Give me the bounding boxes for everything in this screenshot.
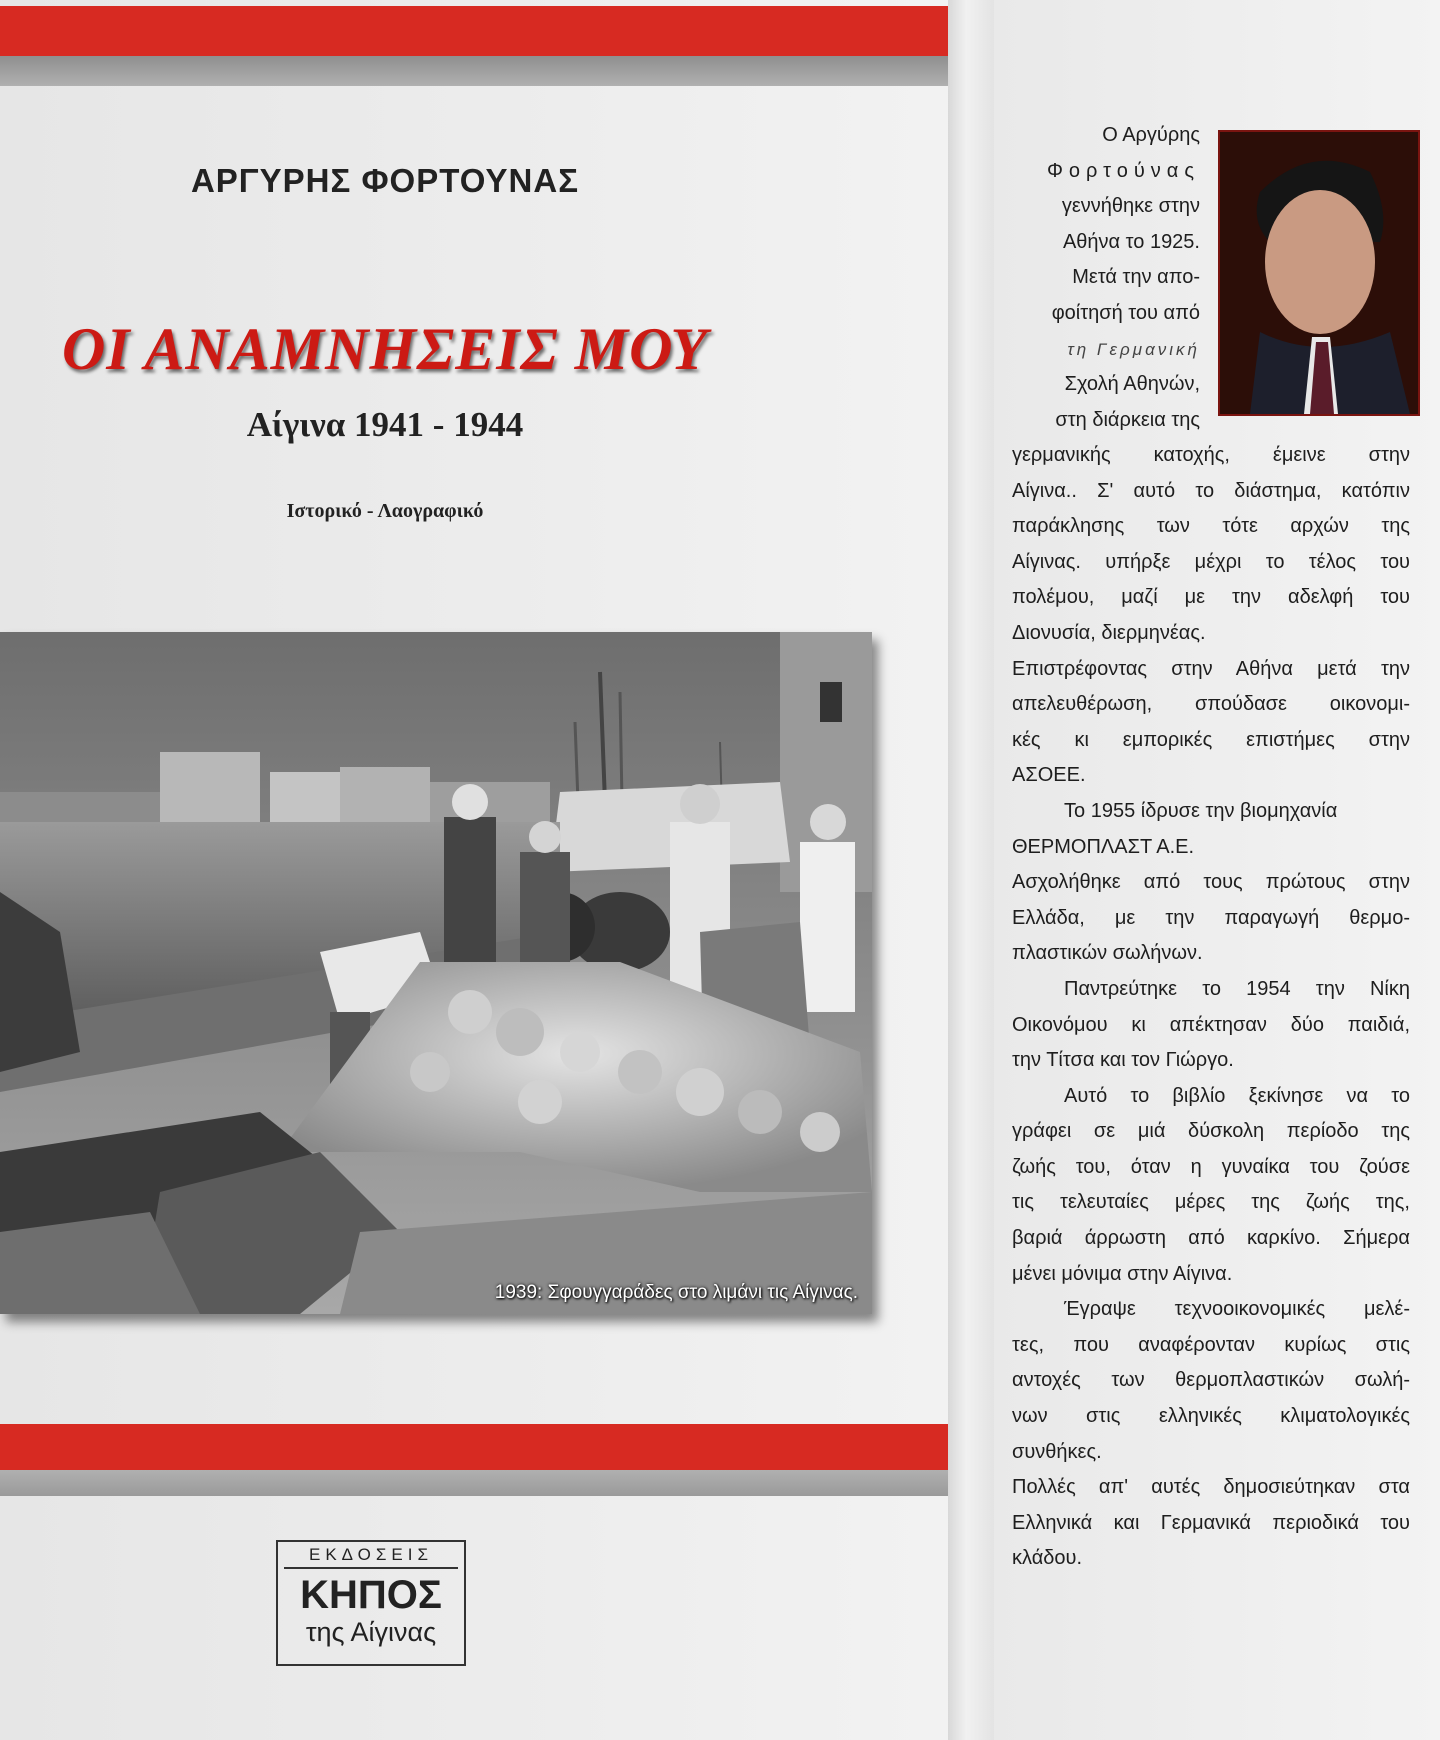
- bio-line: πολέμου, μαζί με την αδελφή του: [1012, 586, 1410, 609]
- bio-line: τις τελευταίες μέρες της ζωής της,: [1012, 1191, 1410, 1214]
- harbor-photo-illustration: [0, 632, 872, 1314]
- book-fold: [948, 0, 994, 1740]
- bio-line: νων στις ελληνικές κλιματολογικές: [1012, 1405, 1410, 1428]
- bio-line: Έγραψε τεχνοοικονομικές μελέ-: [1064, 1298, 1410, 1321]
- bio-line: γεννήθηκε στην: [1061, 195, 1200, 218]
- bio-line: στη διάρκεια της: [1055, 408, 1200, 431]
- bio-line: Πολλές απ' αυτές δημοσιεύτηκαν στα: [1012, 1476, 1410, 1499]
- bio-line: Αυτό το βιβλίο ξεκίνησε να το: [1064, 1084, 1410, 1107]
- book-subtitle: Αίγινα 1941 - 1944: [246, 405, 524, 444]
- bio-line: Φορτούνας: [1046, 159, 1200, 182]
- bio-line: Αίγινας. υπήρξε μέχρι το τέλος του: [1012, 550, 1410, 573]
- bio-line: Ελληνικά και Γερμανικά περιοδικά του: [1012, 1511, 1410, 1534]
- bio-line: Ασχολήθηκε από τους πρώτους στην: [1012, 871, 1410, 894]
- bio-line: Μετά την απο-: [1072, 266, 1200, 289]
- bio-line: τη Γερμανική: [1067, 339, 1200, 359]
- bio-line: γράφει σε μιά δύσκολη περίοδο της: [1012, 1120, 1410, 1143]
- publisher-label: ΕΚΔΟΣΕΙΣ: [284, 1542, 458, 1569]
- bio-line: Αθήνα το 1925.: [1062, 230, 1200, 253]
- bio-line: γερμανικής κατοχής, έμεινε στην: [1012, 444, 1410, 466]
- portrait-illustration: [1220, 132, 1418, 414]
- bio-line: Σχολή Αθηνών,: [1064, 373, 1200, 396]
- bio-line: Ο Αργύρης: [1102, 124, 1200, 146]
- bottom-red-band: [0, 1424, 948, 1470]
- photo-caption: 1939: Σφουγγαράδες στο λιμάνι τις Αίγινας.: [494, 1282, 858, 1303]
- bio-intro: [1012, 118, 1200, 438]
- publisher-logo: [276, 1540, 466, 1666]
- bio-line: Οικονόμου κι απέκτησαν δύο παιδιά,: [1012, 1013, 1410, 1036]
- book-title: ΟΙ ΑΝΑΜΝΗΣΕΙΣ ΜΟΥ: [61, 316, 709, 382]
- author-name: ΑΡΓΥΡΗΣ ΦΟΡΤΟΥΝΑΣ: [190, 162, 580, 199]
- bio-line: παράκλησης των τότε αρχών της: [1012, 515, 1410, 538]
- bio-line: τες, που αναφέρονταν κυρίως στις: [1012, 1333, 1410, 1356]
- bio-line: Αίγινα.. Σ' αυτό το διάστημα, κατόπιν: [1012, 479, 1410, 502]
- bio-line: ΘΕΡΜΟΠΛΑΣΤ Α.Ε.: [1012, 835, 1195, 858]
- bio-line: φοίτησή του από: [1051, 301, 1200, 324]
- bio-line: βαριά άρρωστη από καρκίνο. Σήμερα: [1012, 1227, 1410, 1250]
- bio-line: ΑΣΟΕΕ.: [1012, 764, 1086, 787]
- bio-line: πλαστικών σωλήνων.: [1012, 942, 1203, 965]
- bio-line: μένει μόνιμα στην Αίγινα.: [1012, 1262, 1233, 1285]
- bio-line: κλάδου.: [1012, 1547, 1083, 1570]
- bio-line: Το 1955 ίδρυσε την βιομηχανία: [1064, 799, 1338, 822]
- publisher-location: της Αίγινας: [305, 1617, 437, 1647]
- bio-line: αντοχές των θερμοπλαστικών σωλή-: [1012, 1369, 1410, 1392]
- cover-photo: [0, 632, 872, 1314]
- author-portrait: [1218, 130, 1420, 416]
- bio-body: [1012, 438, 1410, 1577]
- book-genre: Ιστορικό - Λαογραφικό: [286, 500, 484, 522]
- bio-line: Διονυσία, διερμηνέας.: [1012, 621, 1206, 644]
- bio-line: Ελλάδα, με την παραγωγή θερμο-: [1012, 906, 1410, 929]
- bottom-grey-band: [0, 1470, 948, 1496]
- bio-line: την Τίτσα και τον Γιώργο.: [1012, 1049, 1234, 1072]
- publisher-name: ΚΗΠΟΣ: [300, 1573, 442, 1617]
- top-grey-band: [0, 56, 948, 86]
- top-red-band: [0, 6, 948, 56]
- bio-line: απελευθέρωση, σπούδασε οικονομι-: [1012, 693, 1410, 716]
- bio-line: Παντρεύτηκε το 1954 την Νίκη: [1064, 977, 1410, 1000]
- bio-line: ζωής του, όταν η γυναίκα του ζούσε: [1012, 1155, 1410, 1178]
- bio-line: κές κι εμπορικές επιστήμες στην: [1012, 728, 1410, 751]
- bio-line: Επιστρέφοντας στην Αθήνα μετά την: [1012, 657, 1410, 680]
- bio-line: συνθήκες.: [1012, 1440, 1102, 1463]
